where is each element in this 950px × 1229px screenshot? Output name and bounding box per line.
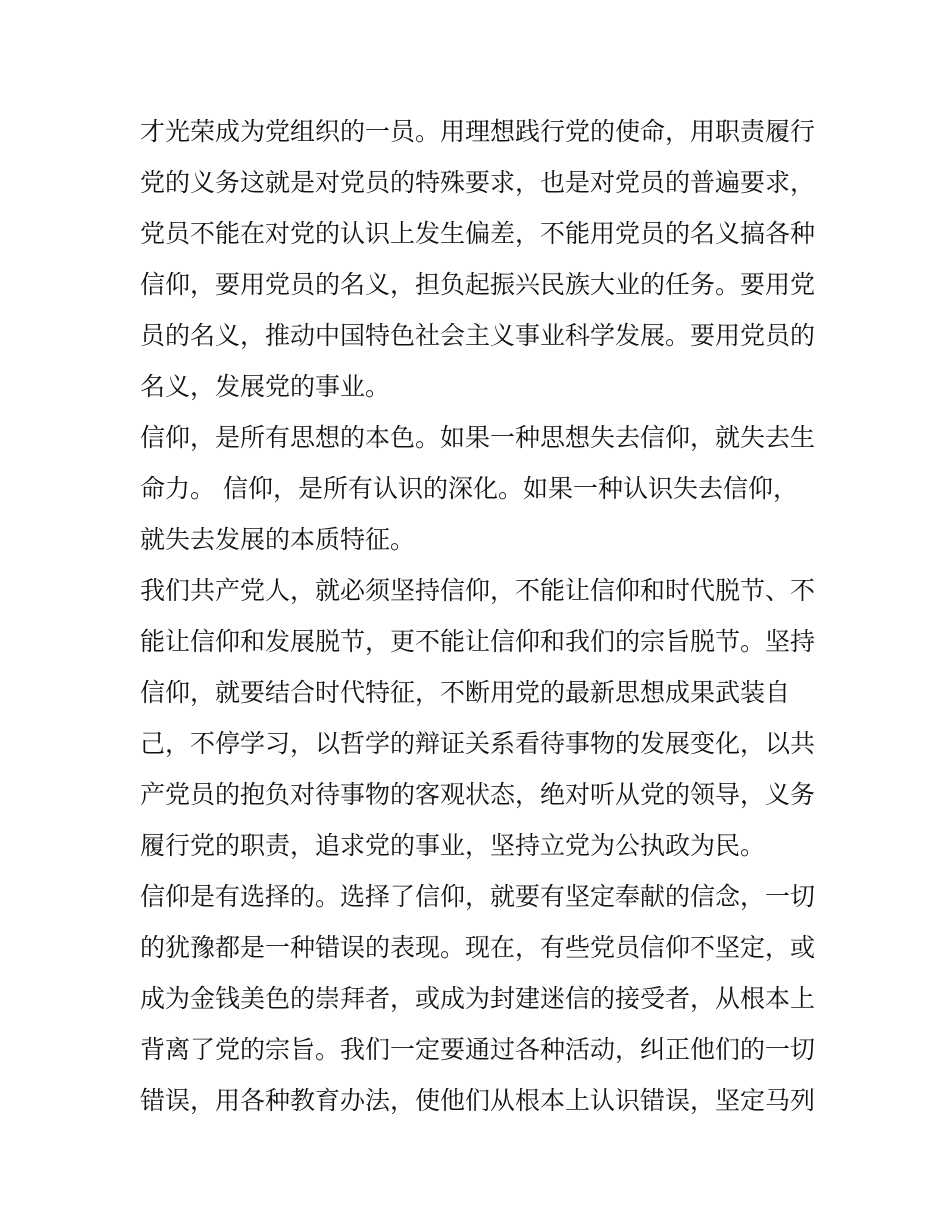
text-line: 成为金钱美色的崇拜者，或成为封建迷信的接受者，从根本上: [140, 984, 816, 1013]
text-line: 我们共产党人，就必须坚持信仰，不能让信仰和时代脱节、不: [140, 576, 816, 605]
text-line: 信仰，就要结合时代特征，不断用党的最新思想成果武装自: [140, 678, 791, 707]
text-line: 错误，用各种教育办法，使他们从根本上认识错误，坚定马列: [140, 1086, 816, 1115]
text-line: 党员不能在对党的认识上发生偏差，不能用党员的名义搞各种: [140, 219, 816, 248]
text-line: 才光荣成为党组织的一员。用理想践行党的使命，用职责履行: [140, 117, 816, 146]
text-line: 信仰是有选择的。选择了信仰，就要有坚定奉献的信念，一切: [140, 882, 816, 911]
text-line: 能让信仰和发展脱节，更不能让信仰和我们的宗旨脱节。坚持: [140, 627, 816, 656]
text-line: 信仰，是所有思想的本色。如果一种思想失去信仰，就失去生: [140, 423, 816, 452]
text-line: 命力。 信仰，是所有认识的深化。如果一种认识失去信仰，: [140, 474, 798, 503]
text-line: 的犹豫都是一种错误的表现。现在，有些党员信仰不坚定，或: [140, 933, 816, 962]
paragraph-2: [140, 412, 830, 565]
paragraph-4: [140, 871, 830, 1126]
text-line: 履行党的职责，追求党的事业，坚持立党为公执政为民。: [140, 831, 766, 860]
text-line: 名义，发展党的事业。: [140, 372, 391, 401]
paragraph-1: [140, 106, 830, 412]
document-body: [140, 106, 830, 1126]
text-line: 党的义务这就是对党员的特殊要求，也是对党员的普遍要求，: [140, 168, 816, 197]
text-line: 员的名义，推动中国特色社会主义事业科学发展。要用党员的: [140, 321, 816, 350]
text-line: 产党员的抱负对待事物的客观状态，绝对听从党的领导，义务: [140, 780, 816, 809]
text-line: 己，不停学习，以哲学的辩证关系看待事物的发展变化，以共: [140, 729, 816, 758]
text-line: 背离了党的宗旨。我们一定要通过各种活动，纠正他们的一切: [140, 1035, 816, 1064]
text-line: 就失去发展的本质特征。: [140, 525, 416, 554]
text-line: 信仰，要用党员的名义，担负起振兴民族大业的任务。要用党: [140, 270, 816, 299]
paragraph-3: [140, 565, 830, 871]
